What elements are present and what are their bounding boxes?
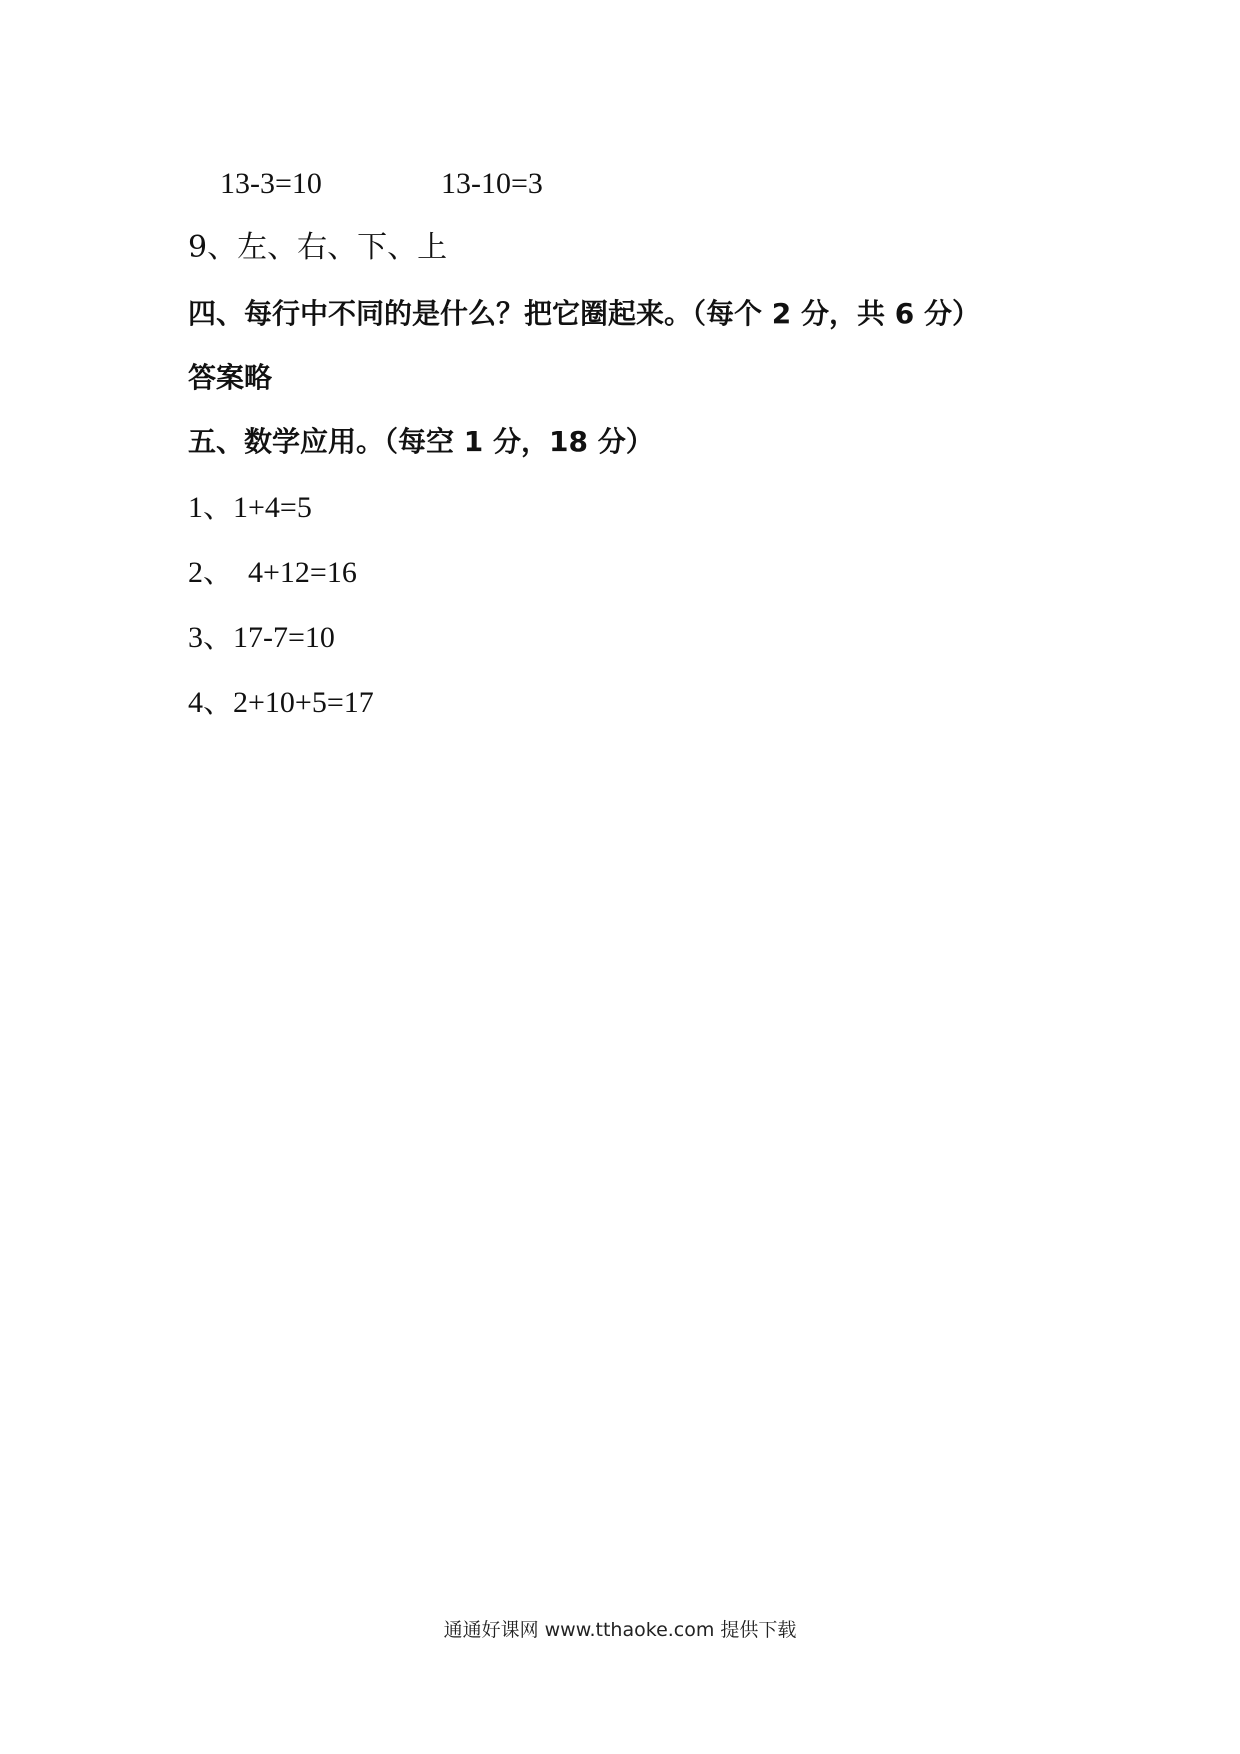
page-footer: 通通好课网 www.tthaoke.com 提供下载 (443, 1619, 797, 1641)
equation-13-minus-10: 13-10=3 (441, 167, 543, 200)
equation-13-minus-3: 13-3=10 (220, 167, 322, 200)
answer-item-9: 9、左、右、下、上 (188, 230, 448, 265)
section-4-answer: 答案略 (188, 361, 273, 394)
section-5-item-4: 4、2+10+5=17 (188, 686, 374, 719)
section-5-item-1: 1、1+4=5 (188, 491, 312, 524)
section-4-heading: 四、每行中不同的是什么？把它圈起来。（每个 2 分，共 6 分） (188, 297, 980, 330)
section-5-heading: 五、数学应用。（每空 1 分，18 分） (188, 425, 654, 458)
section-5-item-3: 3、17-7=10 (188, 621, 335, 654)
section-5-item-2: 2、 4+12=16 (188, 556, 357, 589)
